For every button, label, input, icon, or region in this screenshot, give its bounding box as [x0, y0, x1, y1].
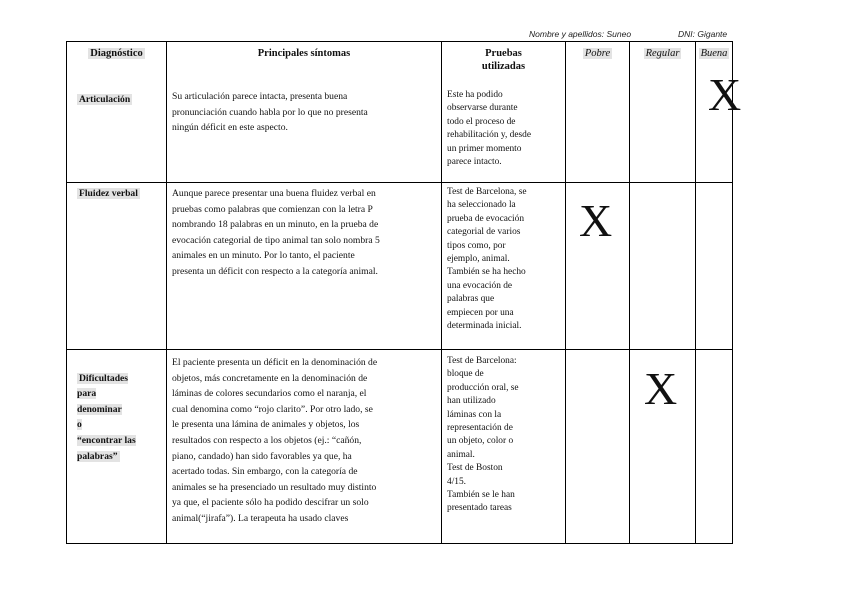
col-header-sintomas: Principales síntomas — [257, 48, 351, 59]
rating-mark-regular: X — [644, 363, 678, 414]
symptoms-text: Aunque parece presentar una buena fluidez verbal en pruebas como palabras que comienzan con la letra P nombrando 18 palabras en un minuto, en la prueba de evocación categorial de tipo animal tan solo nombra 5 animales en un minuto. Por lo tanto, el paciente presenta un déficit con respecto a la categoría animal. — [172, 188, 380, 277]
tests-text: Test de Barcelona, se ha seleccionado la prueba de evocación categorial de varios tipos como, por ejemplo, animal. También se ha hecho una evocación de palabras que empiecen por una determinada inicial. — [447, 187, 527, 332]
col-header-pruebas: Pruebas utilizadas — [481, 48, 526, 72]
rating-mark-pobre: X — [579, 195, 613, 246]
tests-text: Test de Barcelona: bloque de producción oral, se han utilizado láminas con la representación de un objeto, color o animal. Test de Boston 4/15. También se le han presentado tareas — [447, 356, 519, 514]
student-name: Nombre y apellidos: Suneo — [529, 29, 632, 39]
col-header-pobre: Pobre — [584, 48, 611, 59]
table-row-dificultades — [77, 355, 165, 464]
tests-text: Este ha podido observarse durante todo el proceso de rehabilitación y, desde un primer momento parece intacto. — [447, 90, 531, 168]
col-header-diagnostico: Diagnóstico — [90, 48, 143, 59]
diagnosis-label: Fluidez verbal — [79, 188, 138, 199]
diagnosis-label: Dificultades para denominar o “encontrar las palabras” — [77, 372, 136, 462]
col-header-regular: Regular — [645, 48, 680, 59]
diagnosis-label: Articulación — [79, 94, 131, 105]
symptoms-text: Su articulación parece intacta, presenta buena pronunciación cuando habla por lo que no presenta ningún déficit en este aspecto. — [172, 91, 368, 134]
rating-mark-buena: X — [708, 69, 742, 120]
student-dni: DNI: Gigante — [678, 29, 728, 39]
table-row-articulacion — [77, 92, 165, 108]
col-header-buena: Buena — [700, 48, 728, 59]
table-row-fluidez — [77, 186, 165, 202]
symptoms-text: El paciente presenta un déficit en la denominación de objetos, más concretamente en la denominación de láminas de colores secundarios como el naranja, el cual denomina como “rojo clarito”. Por otro lado, se le presenta una lámina de animales y objetos, los resultados con respecto a los objetos (ej.: “cañón, piano, candado) han sido favorables ya que, ha acertado todas. Sin embargo, con la categoría de animales se ha presenciado un resultado muy distinto ya que, el paciente sólo ha podido descifrar un solo animal(“jirafa”). La terapeuta ha usado claves — [172, 357, 378, 524]
